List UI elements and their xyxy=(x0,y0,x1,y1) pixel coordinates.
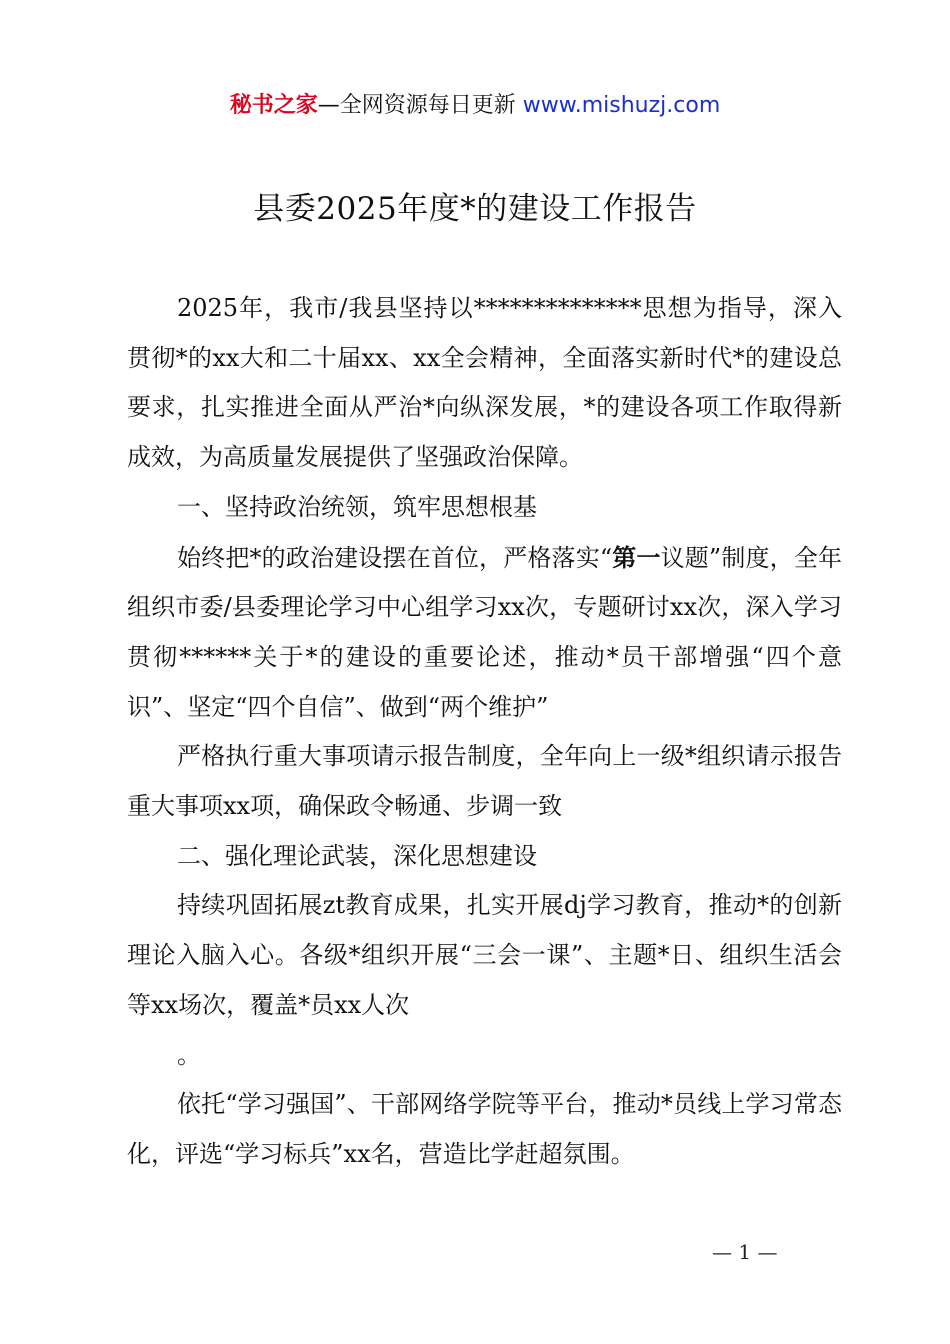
site-slogan: —全网资源每日更新 xyxy=(317,93,523,118)
site-brand: 秘书之家 xyxy=(229,93,318,118)
section-1-paragraph-2: 严格执行重大事项请示报告制度，全年向上一级*组织请示报告重大事项xx项，确保政令畅通、步调一致 xyxy=(127,742,842,821)
section-2-paragraph-1-tail: 。 xyxy=(177,1040,201,1069)
section-1-paragraph-1 xyxy=(127,533,842,733)
document-title: 县委2025年度*的建设工作报告 xyxy=(253,191,697,227)
site-url-link[interactable]: www.mishuzj.com xyxy=(522,93,721,118)
intro-paragraph: 2025年，我市/我县坚持以**************思想为指导，深入贯彻*的xx大和二十届xx、xx全会精神，全面落实新时代*的建设总要求，扎实推进全面从严治*向纵深发展，*的建设各项工作取得新成效，为高质量发展提供了坚强政治保障。 xyxy=(127,294,842,472)
section-2-paragraph-2: 依托“学习强国”、干部网络学院等平台，推动*员线上学习常态化，评选“学习标兵”xx名，营造比学赶超氛围。 xyxy=(127,1090,842,1168)
section-1-paragraph-1-text-a: 始终把*的政治建设摆在首位，严格落实“ xyxy=(177,543,613,572)
site-header xyxy=(0,88,950,119)
document-body xyxy=(127,284,842,1180)
section-2-heading: 二、强化理论武装，深化思想建设 xyxy=(177,841,537,870)
section-2-paragraph-1: 持续巩固拓展zt教育成果，扎实开展dj学习教育，推动*的创新理论入脑入心。各级*组织开展“三会一课”、主题*日、组织生活会等xx场次，覆盖*员xx人次 xyxy=(127,891,842,1019)
section-1-heading: 一、坚持政治统领，筑牢思想根基 xyxy=(177,492,537,521)
section-1-paragraph-1-text-b: 议题”制度，全年组织市委/县委理论学习中心组学习xx次，专题研讨xx次，深入学习贯彻******关于*的建设的重要论述，推动*员干部增强“四个意识”、坚定“四个自信”、做到“两个维护” xyxy=(127,543,842,721)
page-number: — 1 — xyxy=(712,1240,778,1264)
section-1-paragraph-1-bold: 第一 xyxy=(612,542,661,572)
